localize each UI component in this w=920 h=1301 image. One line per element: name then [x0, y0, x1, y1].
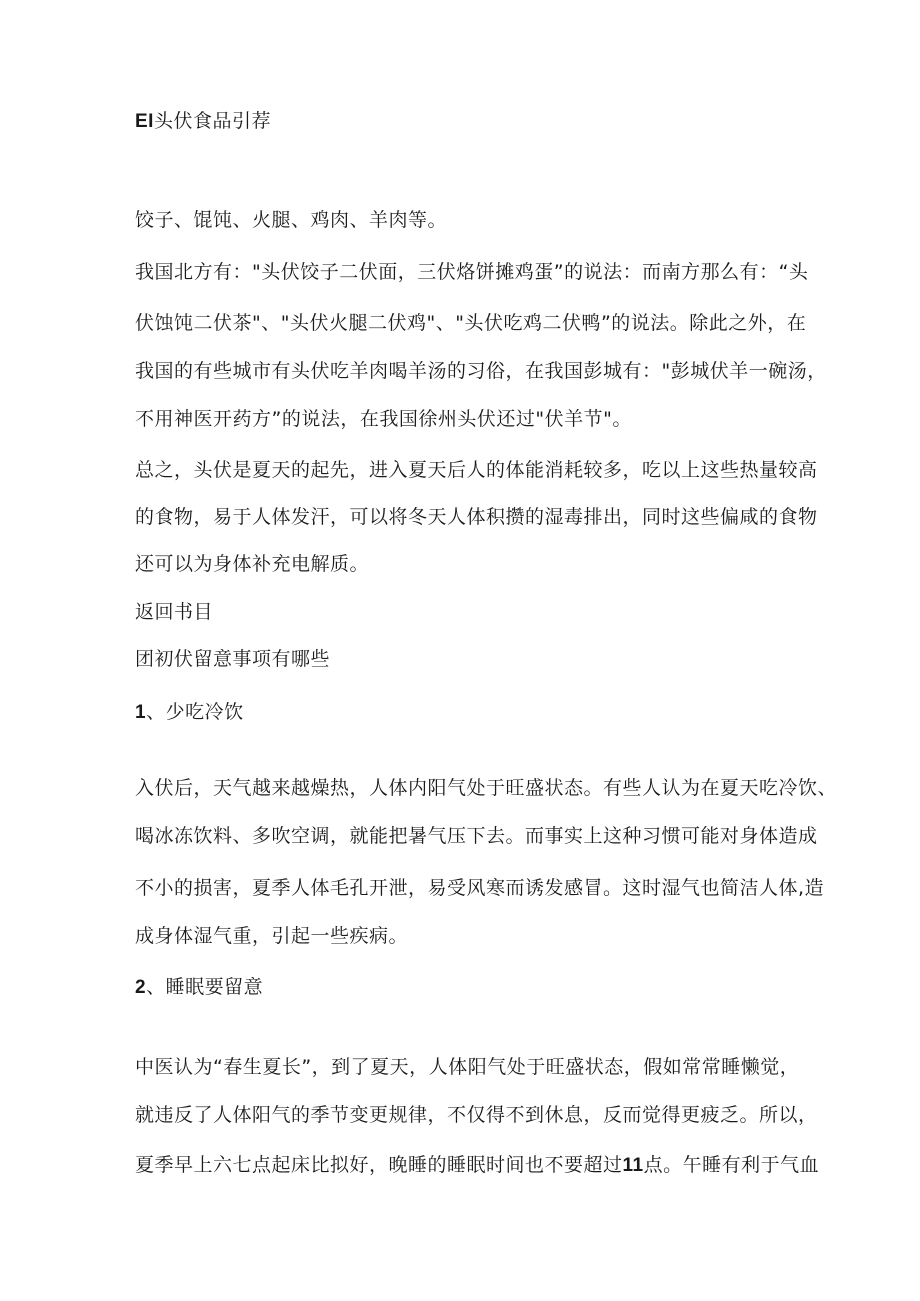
item-2-line-text: 点。午睡有利于气血: [643, 1154, 820, 1176]
second-section-title: 团初伏留意事项有哪些: [135, 648, 331, 670]
item-1-line: 不小的损害，夏季人体毛孔开泄，易受风寒而诱发感冒。这时湿气也简洁人体,造: [135, 877, 825, 899]
section-title: [135, 109, 271, 134]
item-1-line: 喝冰冻饮料、多吹空调，就能把暑气压下去。而事实上这种习惯可能对身体造成: [135, 825, 818, 847]
summary-line: 还可以为身体补充电解质。: [135, 553, 370, 575]
summary-line: 的食物，易于人体发汗，可以将冬天人体积攒的湿毒排出，同时这些偏咸的食物: [135, 506, 818, 528]
item-2-title-text: 、睡眠要留意: [146, 976, 264, 998]
item-2-line: 中医认为“春生夏长”，到了夏天，人体阳气处于旺盛状态，假如常常睡懒觉，: [135, 1056, 800, 1078]
customs-line: 我国北方有："头伏饺子二伏面，三伏烙饼摊鸡蛋”的说法：而南方那么有：“头: [135, 261, 809, 283]
item-2-hour-number: 11: [622, 1155, 644, 1176]
item-2-number: 2: [135, 977, 147, 998]
item-2-line: 就违反了人体阳气的季节变更规律，不仅得不到休息，反而觉得更疲乏。所以，: [135, 1104, 818, 1126]
item-2-title: [135, 975, 263, 1000]
customs-line: 不用神医开药方”的说法，在我国徐州头伏还过"伏羊节"。: [135, 408, 632, 430]
item-2-line: [135, 1153, 819, 1178]
item-1-title-text: 、少吃冷饮: [146, 701, 244, 723]
item-1-title: [135, 700, 244, 725]
section-title-prefix: EI: [135, 111, 154, 132]
item-2-line-text: 夏季早上六七点起床比拟好，晚睡的睡眠时间也不要超过: [135, 1154, 623, 1176]
item-1-line: 成身体湿气重，引起一些疾病。: [135, 925, 409, 947]
item-1-line: 入伏后，天气越来越燥热，人体内阳气处于旺盛状态。有些人认为在夏天吃冷饮、: [135, 777, 838, 799]
customs-line: 伏蚀饨二伏茶"、"头伏火腿二伏鸡"、"头伏吃鸡二伏鸭”的说法。除此之外，在: [135, 312, 807, 334]
back-to-contents-link[interactable]: 返回书目: [135, 601, 214, 623]
section-title-text: 头伏食品引荐: [153, 110, 271, 132]
summary-line: 总之，头伏是夏天的起先，进入夏天后人的体能消耗较多，吃以上这些热量较高: [135, 459, 818, 481]
customs-line: 我国的有些城市有头伏吃羊肉喝羊汤的习俗，在我国彭城有："彭城伏羊一碗汤，: [135, 360, 827, 382]
item-1-number: 1: [135, 702, 147, 723]
foods-list: 饺子、馄饨、火腿、鸡肉、羊肉等。: [135, 209, 448, 231]
